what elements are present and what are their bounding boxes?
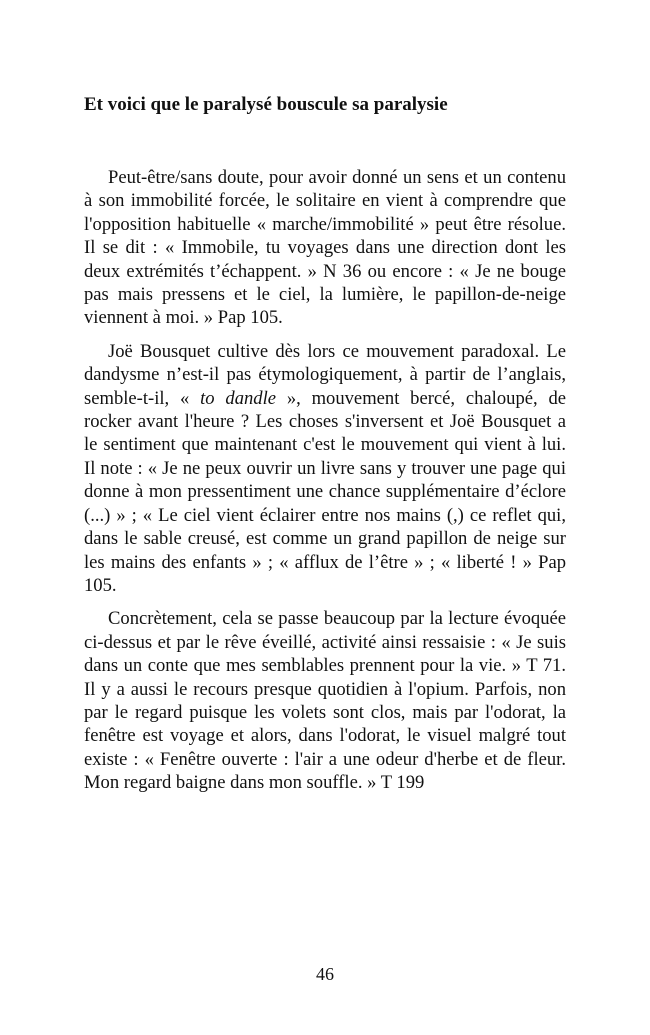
paragraph-2 — [84, 340, 566, 597]
paragraph-3: Concrètement, cela se passe beaucoup par la lecture évoquée ci-dessus et par le rêve éveillé, activité ainsi ressaisie : « Je suis dans un conte que mes semblables prennent pour la vie. » T 71. Il y a aussi le recours presque quotidien à l'opium. Parfois, non par le regard puisque les volets sont clos, mais par l'odorat, la fenêtre est voyage et alors, dans l'odorat, le visuel malgré tout existe : « Fenêtre ouverte : l'air a une odeur d'herbe et de fleur. Mon regard baigne dans mon souffle. » T 199 — [84, 608, 566, 794]
body-text — [84, 166, 566, 805]
chapter-title: Et voici que le paralysé bouscule sa paralysie — [84, 94, 448, 115]
paragraph-1: Peut-être/sans doute, pour avoir donné un sens et un contenu à son immobilité forcée, le solitaire en vient à comprendre que l'opposition habituelle « marche/immobilité » peut être résolue. Il se dit : « Immobile, tu voyages dans une direction dont les deux extrémités t’échappent. » N 36 ou encore : « Je ne bouge pas mais pressens et le ciel, la lumière, le papillon-de-neige viennent à moi. » Pap 105. — [84, 167, 566, 329]
paragraph-2-text-after: », mouvement bercé, chaloupé, de rocker avant l'heure ? Les choses s'inversent et Joë Bousquet a le sentiment que maintenant c'est le mouvement qui vient à lui. Il note : « Je ne peux ouvrir un livre sans y trouver une page qui donne à mon pressentiment une chance supplémentaire d’éclore (...) » ; « Le ciel vient éclairer entre nos mains (,) ce reflet qui, dans le sable creusé, est comme un grand papillon de neige sur les mains des enfants » ; « afflux de l’être » ; « liberté ! » Pap 105. — [84, 387, 567, 596]
paragraph-2-italic-phrase: to dandle — [200, 387, 277, 409]
paragraph-2-text-before: Joë Bousquet cultive dès lors ce mouvement paradoxal. Le dandysme n’est-il pas étymologiquement, à partir de l’anglais, semble-t-il, « — [84, 340, 566, 409]
page-number: 46 — [316, 964, 334, 984]
